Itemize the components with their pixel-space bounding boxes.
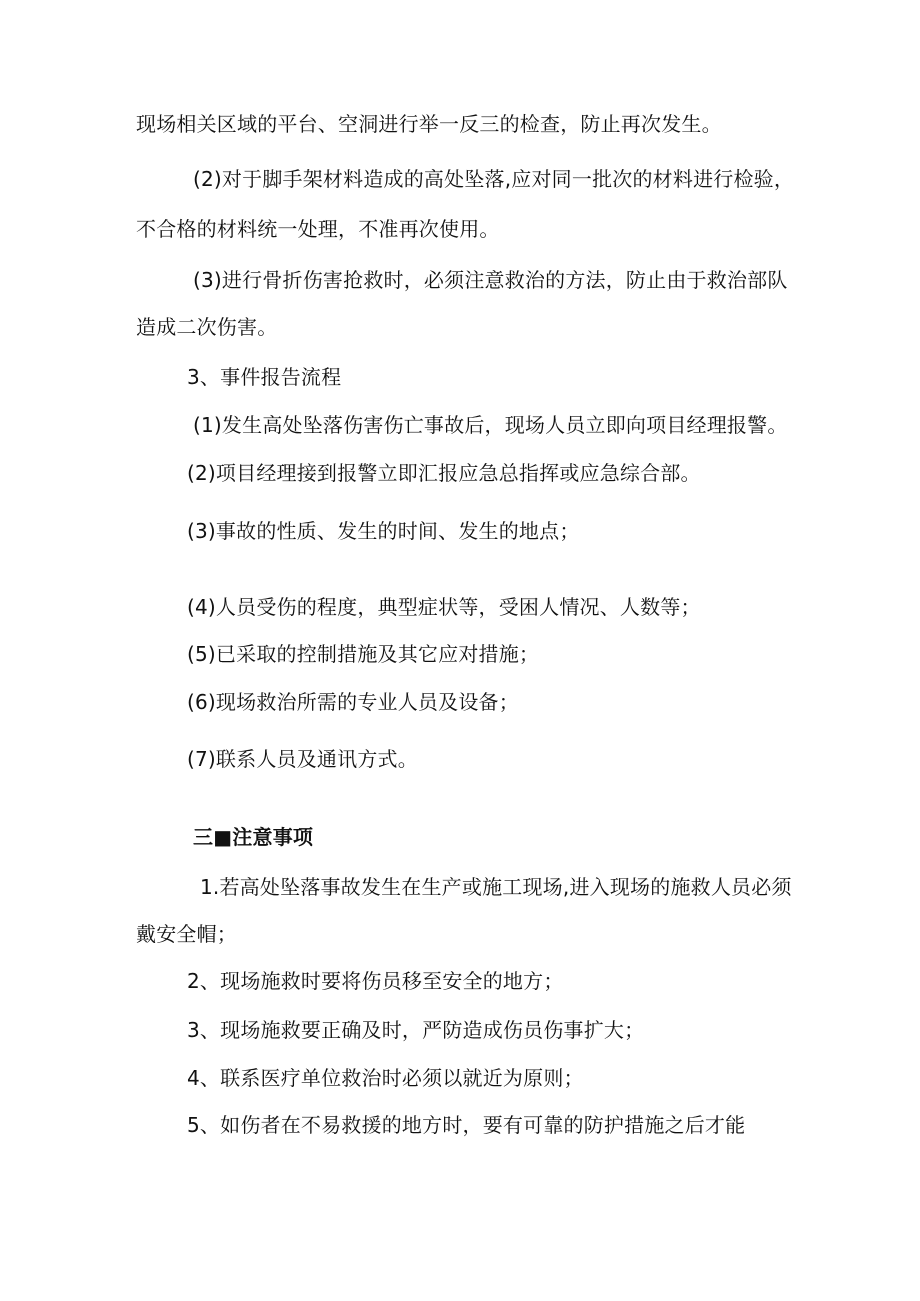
paragraph-line: 造成二次伤害。 xyxy=(136,315,278,339)
list-item: 3、现场施救要正确及时，严防造成伤员伤事扩大； xyxy=(187,1018,645,1042)
list-item: (3)事故的性质、发生的时间、发生的地点； xyxy=(187,519,580,543)
list-item: 5、如伤者在不易救援的地方时，要有可靠的防护措施之后才能 xyxy=(187,1113,746,1137)
list-item: 4、联系医疗单位救治时必须以就近为原则； xyxy=(187,1066,584,1090)
paragraph-line: 现场相关区域的平台、空洞进行举一反三的检查，防止再次发生。 xyxy=(136,112,722,136)
paragraph-line: 戴安全帽； xyxy=(136,922,237,946)
list-item: (4)人员受伤的程度，典型症状等，受困人情况、人数等； xyxy=(187,595,701,619)
paragraph-line: (2)对于脚手架材料造成的高处坠落,应对同一批次的材料进行检验， xyxy=(193,167,795,191)
section-heading: 3、事件报告流程 xyxy=(187,365,342,389)
list-item: 1.若高处坠落事故发生在生产或施工现场,进入现场的施救人员必须 xyxy=(200,875,792,899)
list-item: (6)现场救治所需的专业人员及设备； xyxy=(187,690,519,714)
section-title: 三■注意事项 xyxy=(193,825,314,849)
list-item: (2)项目经理接到报警立即汇报应急总指挥或应急综合部。 xyxy=(187,461,701,485)
list-item: (7)联系人员及通讯方式。 xyxy=(187,747,418,771)
list-item: (5)已采取的控制措施及其它应对措施； xyxy=(187,642,540,666)
paragraph-line: (3)进行骨折伤害抢救时，必须注意救治的方法，防止由于救治部队 xyxy=(193,268,788,292)
paragraph-line: 不合格的材料统一处理，不准再次使用。 xyxy=(136,217,500,241)
list-item: (1)发生高处坠落伤害伤亡事故后，现场人员立即向项目经理报警。 xyxy=(193,413,788,437)
list-item: 2、现场施救时要将伤员移至安全的地方； xyxy=(187,969,564,993)
